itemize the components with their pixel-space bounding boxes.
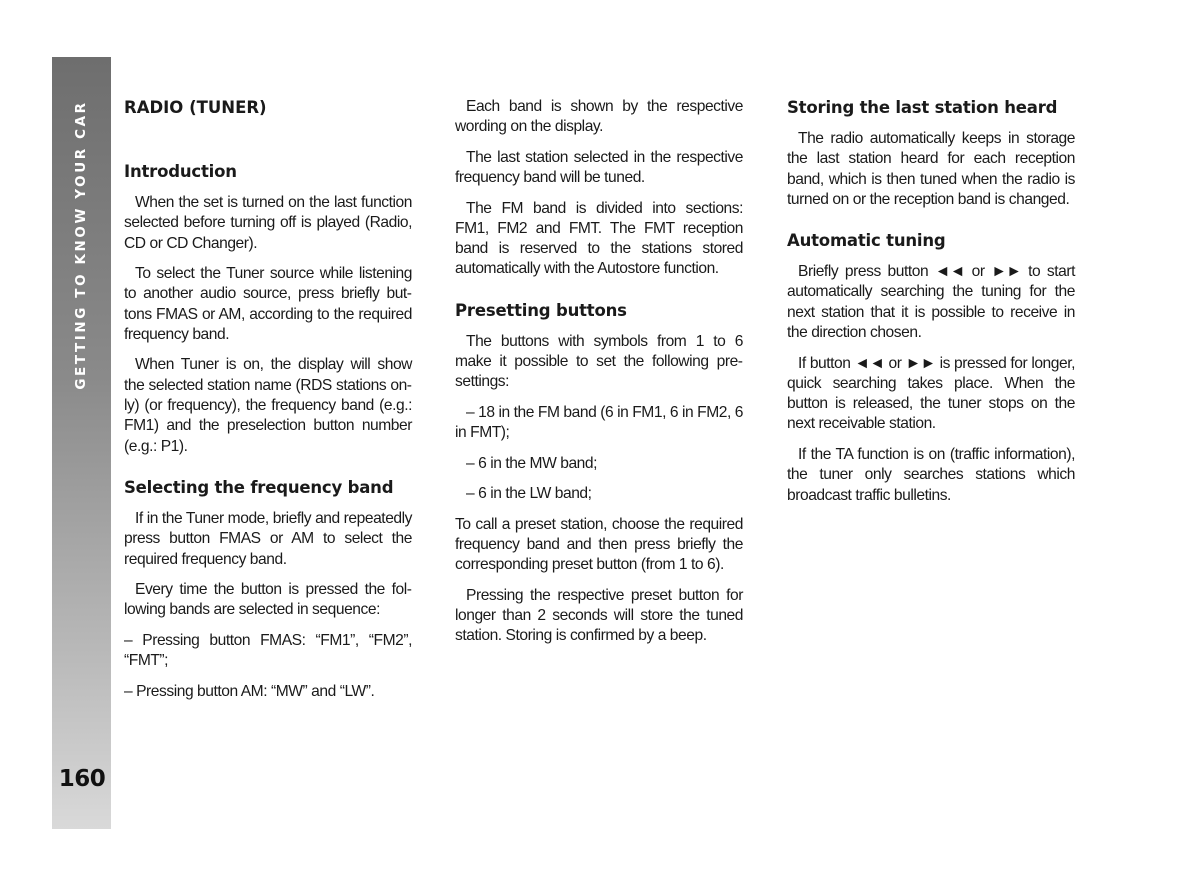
column-3 (787, 97, 1075, 516)
paragraph: When the set is turned on the last function selected before turning off is played (Radio, CD or CD Changer). (124, 194, 412, 252)
list-item: – 6 in the MW band; (466, 454, 598, 472)
page-title: RADIO (TUNER) (124, 98, 267, 117)
paragraph: Briefly press button ◄◄ or ►► to start automatically searching the tuning for the next station that it is possible to receive in the direction chosen. (787, 263, 1075, 342)
section-label: GETTING TO KNOW YOUR CAR (73, 100, 89, 390)
heading-automatic-tuning: Automatic tuning (787, 231, 946, 251)
list-item: – 6 in the LW band; (466, 485, 592, 503)
list-item: – 18 in the FM band (6 in FM1, 6 in FM2, 6 in FMT); (455, 403, 743, 442)
paragraph: If button ◄◄ or ►► is pressed for longer, quick searching takes place. When the button is released, the tuner stops on the next receivable station. (787, 354, 1075, 433)
paragraph: Each band is shown by the respective wording on the display. (455, 98, 743, 136)
heading-storing-last-station: Storing the last station heard (787, 98, 1058, 117)
page-number: 160 (58, 766, 106, 792)
paragraph: If the TA function is on (traffic information), the tuner only searches stations which broadcast traffic bulletins. (787, 445, 1075, 504)
paragraph: To select the Tuner source while listening to another audio source, press briefly buttons FMAS or AM, according to the required frequency band. (124, 265, 412, 343)
paragraph: The last station selected in the respective frequency band will be tuned. (455, 148, 743, 187)
column-1 (124, 97, 412, 712)
paragraph: To call a preset station, choose the required frequency band and then press briefly the corresponding preset button (from 1 to 6). (455, 515, 743, 574)
list-item: – Pressing button FMAS: “FM1”, “FM2”, “FMT”; (124, 631, 412, 670)
column-2 (455, 97, 743, 657)
paragraph: Every time the button is pressed the following bands are selected in sequence: (124, 581, 412, 619)
paragraph: The radio automatically keeps in storage the last station heard for each reception band, which is then tuned when the radio is turned on or the reception band is changed. (787, 130, 1075, 208)
paragraph: The FM band is divided into sections: FM1, FM2 and FMT. The FMT reception band is reserved to the stations stored automatically with the Autostore function. (455, 199, 743, 278)
heading-presetting-buttons: Presetting buttons (455, 300, 627, 320)
heading-frequency-band: Selecting the frequency band (124, 477, 394, 497)
paragraph: If in the Tuner mode, briefly and repeatedly press button FMAS or AM to select the required frequency band. (124, 509, 412, 568)
list-item: – Pressing button AM: “MW” and “LW”. (124, 682, 375, 700)
paragraph: Pressing the respective preset button for longer than 2 seconds will store the tuned station. Storing is confirmed by a beep. (455, 586, 743, 645)
paragraph: The buttons with symbols from 1 to 6 make it possible to set the following presettings: (455, 332, 743, 391)
heading-introduction: Introduction (124, 162, 237, 181)
paragraph: When Tuner is on, the display will show the selected station name (RDS stations only) (or frequency), the frequency band (e.g.: FM1) and the preselection button number (e.g.: P1). (124, 356, 412, 455)
